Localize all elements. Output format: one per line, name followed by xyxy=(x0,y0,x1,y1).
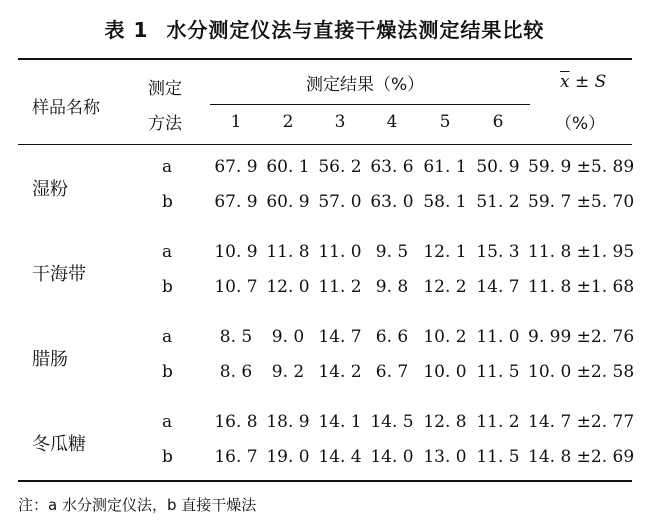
header-col-4: 4 xyxy=(386,112,398,132)
top-rule xyxy=(18,58,632,60)
value-cell: 63. 6 xyxy=(370,157,414,177)
header-result: 测定结果（%） xyxy=(306,75,425,95)
stat-cell: 59. 9 ±5. 89 xyxy=(528,157,635,177)
value-cell: 6. 7 xyxy=(375,362,409,382)
value-cell: 12. 8 xyxy=(423,412,467,432)
value-cell: 56. 2 xyxy=(318,157,362,177)
value-cell: 11. 0 xyxy=(318,242,362,262)
value-cell: 8. 6 xyxy=(219,362,253,382)
sample-name: 腊肠 xyxy=(32,349,68,370)
value-cell: 10. 7 xyxy=(214,277,258,297)
method-cell: a xyxy=(162,412,173,432)
table-title xyxy=(0,14,649,43)
value-cell: 11. 2 xyxy=(318,277,362,297)
value-cell: 14. 7 xyxy=(318,327,362,347)
method-cell: b xyxy=(162,192,173,212)
method-cell: a xyxy=(162,157,173,177)
value-cell: 11. 8 xyxy=(266,242,310,262)
value-cell: 11. 0 xyxy=(476,327,520,347)
stat-cell: 14. 8 ±2. 69 xyxy=(528,447,635,467)
value-cell: 14. 5 xyxy=(370,412,414,432)
method-cell: b xyxy=(162,447,173,467)
value-cell: 15. 3 xyxy=(476,242,520,262)
value-cell: 12. 0 xyxy=(266,277,310,297)
value-cell: 60. 1 xyxy=(266,157,310,177)
header-stat-sd: ± S xyxy=(569,72,607,92)
table-number: 表 1 xyxy=(104,18,149,42)
header-stat-mean: $\overline{x}$ xyxy=(560,72,570,92)
header-method-bottom: 方法 xyxy=(148,114,182,134)
method-cell: a xyxy=(162,242,173,262)
header-col-3: 3 xyxy=(334,112,346,132)
value-cell: 63. 0 xyxy=(370,192,414,212)
value-cell: 13. 0 xyxy=(423,447,467,467)
value-cell: 18. 9 xyxy=(266,412,310,432)
stat-cell: 14. 7 ±2. 77 xyxy=(528,412,635,432)
value-cell: 8. 5 xyxy=(219,327,253,347)
table-note: 注：a 水分测定仪法，b 直接干燥法 xyxy=(18,496,257,514)
value-cell: 12. 1 xyxy=(423,242,467,262)
value-cell: 9. 8 xyxy=(375,277,409,297)
value-cell: 58. 1 xyxy=(423,192,467,212)
value-cell: 10. 9 xyxy=(214,242,258,262)
value-cell: 10. 2 xyxy=(423,327,467,347)
method-cell: a xyxy=(162,327,173,347)
value-cell: 6. 6 xyxy=(375,327,409,347)
sample-name: 冬瓜糖 xyxy=(32,434,86,455)
value-cell: 14. 0 xyxy=(370,447,414,467)
stat-cell: 11. 8 ±1. 68 xyxy=(528,277,635,297)
stat-cell: 9. 99 ±2. 76 xyxy=(528,327,635,347)
header-subrule xyxy=(210,104,530,105)
value-cell: 14. 7 xyxy=(476,277,520,297)
value-cell: 67. 9 xyxy=(214,157,258,177)
value-cell: 11. 2 xyxy=(476,412,520,432)
value-cell: 12. 2 xyxy=(423,277,467,297)
sample-name: 湿粉 xyxy=(32,179,68,200)
header-method-top: 测定 xyxy=(148,79,182,99)
table-caption: 水分测定仪法与直接干燥法测定结果比较 xyxy=(166,18,545,42)
header-rule xyxy=(18,144,632,145)
header-col-6: 6 xyxy=(492,112,504,132)
method-cell: b xyxy=(162,362,173,382)
header-col-1: 1 xyxy=(230,112,242,132)
value-cell: 10. 0 xyxy=(423,362,467,382)
value-cell: 14. 1 xyxy=(318,412,362,432)
value-cell: 51. 2 xyxy=(476,192,520,212)
value-cell: 9. 5 xyxy=(375,242,409,262)
value-cell: 61. 1 xyxy=(423,157,467,177)
header-stat-unit: （%） xyxy=(555,114,606,134)
value-cell: 57. 0 xyxy=(318,192,362,212)
value-cell: 16. 7 xyxy=(214,447,258,467)
stat-cell: 10. 0 ±2. 58 xyxy=(528,362,635,382)
header-col-2: 2 xyxy=(282,112,294,132)
value-cell: 11. 5 xyxy=(476,362,520,382)
value-cell: 16. 8 xyxy=(214,412,258,432)
value-cell: 50. 9 xyxy=(476,157,520,177)
value-cell: 9. 2 xyxy=(271,362,305,382)
value-cell: 19. 0 xyxy=(266,447,310,467)
header-stat xyxy=(560,72,606,92)
header-sample: 样品名称 xyxy=(32,98,100,118)
method-cell: b xyxy=(162,277,173,297)
bottom-rule xyxy=(18,480,632,482)
stat-cell: 59. 7 ±5. 70 xyxy=(528,192,635,212)
header-col-5: 5 xyxy=(439,112,451,132)
value-cell: 67. 9 xyxy=(214,192,258,212)
value-cell: 9. 0 xyxy=(271,327,305,347)
value-cell: 14. 2 xyxy=(318,362,362,382)
stat-cell: 11. 8 ±1. 95 xyxy=(528,242,635,262)
value-cell: 11. 5 xyxy=(476,447,520,467)
value-cell: 60. 9 xyxy=(266,192,310,212)
value-cell: 14. 4 xyxy=(318,447,362,467)
sample-name: 干海带 xyxy=(32,264,86,285)
